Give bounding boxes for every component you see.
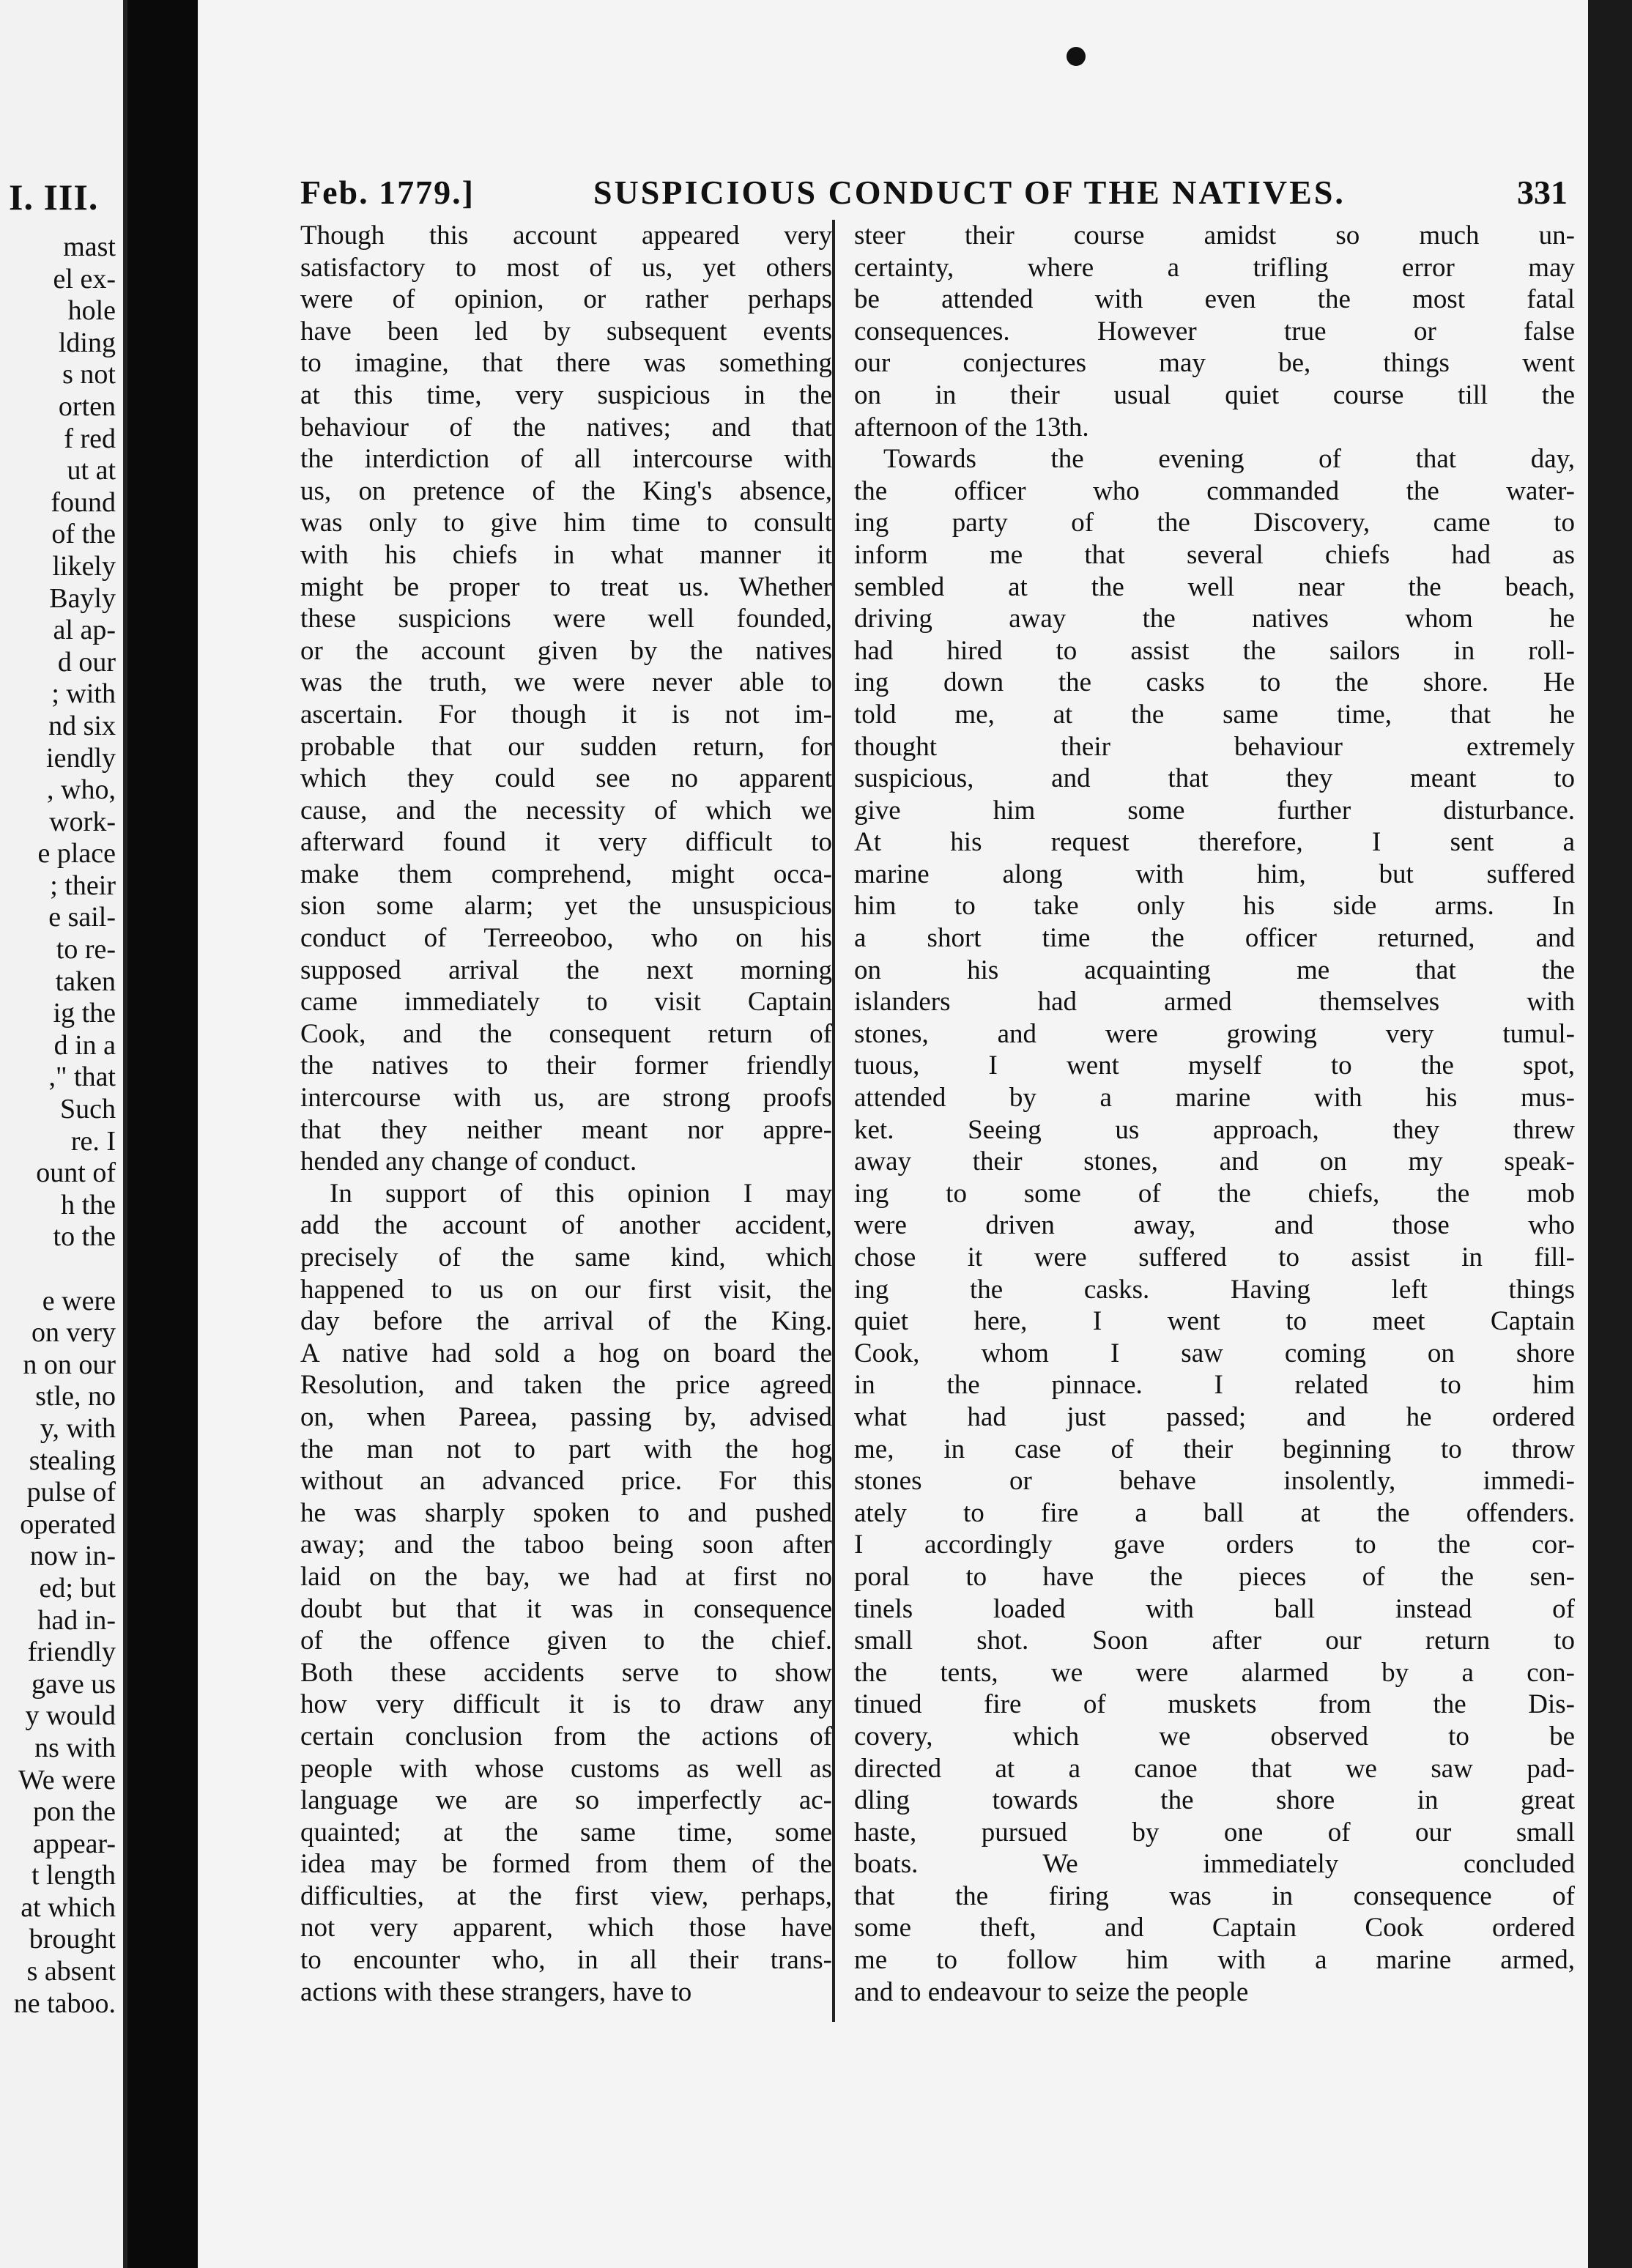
left-page-line: n on our <box>23 1349 116 1380</box>
text-line: the officer who commanded the water- <box>854 475 1575 506</box>
left-page-line: had in- <box>37 1604 116 1636</box>
text-column-left <box>300 220 832 2008</box>
left-page-line: re. I <box>70 1125 116 1157</box>
text-line: behaviour of the natives; and that <box>300 412 832 442</box>
text-line: language we are so imperfectly ac- <box>300 1785 832 1816</box>
text-line: told me, at the same time, that he <box>854 699 1575 730</box>
text-line: with his chiefs in what manner it <box>300 539 832 570</box>
left-page-fragment <box>0 0 127 2268</box>
page-edge <box>1588 0 1632 2268</box>
text-line: or the account given by the natives <box>300 635 832 666</box>
text-line: difficulties, at the first view, perhaps, <box>300 1880 832 1911</box>
left-page-line: to re- <box>56 934 116 966</box>
left-page-line: t length <box>31 1860 116 1891</box>
text-line: the interdiction of all intercourse with <box>300 444 832 475</box>
left-page-line: operated <box>20 1508 116 1540</box>
text-line: Cook, and the consequent return of <box>300 1018 832 1049</box>
text-line: on his acquainting me that the <box>854 955 1575 985</box>
text-line: Both these accidents serve to show <box>300 1657 832 1688</box>
left-page-line: , who, <box>47 774 116 806</box>
text-line: supposed arrival the next morning <box>300 955 832 985</box>
text-line: how very difficult it is to draw any <box>300 1689 832 1720</box>
text-line: Resolution, and taken the price agreed <box>300 1370 832 1401</box>
left-page-line: s not <box>62 359 116 390</box>
text-line: certainty, where a trifling error may <box>854 252 1575 283</box>
text-line: tinued fire of muskets from the Dis- <box>854 1689 1575 1720</box>
text-line: I accordingly gave orders to the cor- <box>854 1530 1575 1560</box>
text-line: in the pinnace. I related to him <box>854 1370 1575 1401</box>
left-page-line: ig the <box>53 998 116 1029</box>
text-line: people with whose customs as well as <box>300 1753 832 1784</box>
left-page-line: now in- <box>29 1541 116 1572</box>
text-line: what had just passed; and he ordered <box>854 1401 1575 1432</box>
left-page-line: nd six <box>48 710 116 741</box>
text-line: me to follow him with a marine armed, <box>854 1945 1575 1976</box>
left-page-line: e were <box>42 1285 116 1316</box>
text-line: directed at a canoe that we saw pad- <box>854 1753 1575 1784</box>
text-line: marine along with him, but suffered <box>854 859 1575 889</box>
left-page-line: to the <box>53 1221 116 1253</box>
left-page-line <box>0 1253 116 1286</box>
left-page-line: brought <box>29 1924 116 1955</box>
text-line: Towards the evening of that day, <box>883 444 1575 475</box>
text-line: quainted; at the same time, some <box>300 1817 832 1848</box>
left-page-line: h the <box>61 1189 116 1220</box>
text-line: which they could see no apparent <box>300 763 832 794</box>
text-line: satisfactory to most of us, yet others <box>300 252 832 283</box>
text-line: might be proper to treat us. Whether <box>300 571 832 602</box>
text-line: the natives to their former friendly <box>300 1050 832 1081</box>
text-line: away; and the taboo being soon after <box>300 1530 832 1560</box>
text-line: on, when Pareea, passing by, advised <box>300 1401 832 1432</box>
text-line: make them comprehend, might occa- <box>300 859 832 889</box>
left-page-line: ; with <box>51 678 116 710</box>
running-head <box>300 173 1568 217</box>
text-line: happened to us on our first visit, the <box>300 1274 832 1305</box>
left-page-line: f red <box>64 423 116 454</box>
text-line: covery, which we observed to be <box>854 1721 1575 1752</box>
text-line: was only to give him time to consult <box>300 508 832 538</box>
text-line: he was sharply spoken to and pushed <box>300 1497 832 1528</box>
text-line: me, in case of their beginning to throw <box>854 1434 1575 1464</box>
left-page-line: e sail- <box>48 902 116 933</box>
text-line: were of opinion, or rather perhaps <box>300 284 832 315</box>
text-line: without an advanced price. For this <box>300 1466 832 1497</box>
text-line: boats. We immediately concluded <box>854 1849 1575 1880</box>
text-line: had hired to assist the sailors in roll- <box>854 635 1575 666</box>
left-page-line: Bayly <box>49 582 116 614</box>
left-page-line: found <box>51 486 116 518</box>
text-line: A native had sold a hog on board the <box>300 1338 832 1368</box>
text-line: small shot. Soon after our return to <box>854 1626 1575 1656</box>
text-line: Though this account appeared very <box>300 220 832 251</box>
left-page-line: pulse of <box>26 1477 116 1508</box>
left-page-line: ns with <box>34 1732 116 1763</box>
text-line: ing to some of the chiefs, the mob <box>854 1178 1575 1209</box>
left-page-line: d in a <box>53 1029 116 1061</box>
text-line: laid on the bay, we had at first no <box>300 1561 832 1592</box>
left-page-line: Such <box>60 1094 116 1125</box>
text-line: intercourse with us, are strong proofs <box>300 1083 832 1113</box>
text-line: him to take only his side arms. In <box>854 891 1575 922</box>
text-line: at this time, very suspicious in the <box>300 379 832 410</box>
header-title: SUSPICIOUS CONDUCT OF THE NATIVES. <box>593 174 1346 211</box>
text-line: and to endeavour to seize the people <box>854 1976 1249 2007</box>
page-number: 331 <box>1517 174 1568 211</box>
column-rule <box>832 220 835 2022</box>
text-line: our conjectures may be, things went <box>854 348 1575 379</box>
text-line: tuous, I went myself to the spot, <box>854 1050 1575 1081</box>
left-page-line: ne taboo. <box>13 1987 116 2019</box>
text-line: cause, and the necessity of which we <box>300 795 832 826</box>
left-page-line: orten <box>58 390 116 422</box>
text-line: to imagine, that there was something <box>300 348 832 379</box>
text-line: was the truth, we were never able to <box>300 667 832 698</box>
text-line: stones, and were growing very tumul- <box>854 1018 1575 1049</box>
text-line: inform me that several chiefs had as <box>854 539 1575 570</box>
text-line: add the account of another accident, <box>300 1210 832 1241</box>
left-page-line: ; their <box>50 870 116 901</box>
text-line: ascertain. For though it is not im- <box>300 699 832 730</box>
text-line: quiet here, I went to meet Captain <box>854 1306 1575 1337</box>
text-line: doubt but that it was in consequence <box>300 1593 832 1624</box>
text-line: ing the casks. Having left things <box>854 1274 1575 1305</box>
text-line: afterward found it very difficult to <box>300 827 832 858</box>
text-line: haste, pursued by one of our small <box>854 1817 1575 1848</box>
left-page-line: d our <box>57 646 116 678</box>
left-page-line: hole <box>67 295 116 327</box>
left-page-line: ," that <box>48 1061 116 1093</box>
text-line: attended by a marine with his mus- <box>854 1083 1575 1113</box>
text-line: idea may be formed from them of the <box>300 1849 832 1880</box>
text-line: have been led by subsequent events <box>300 316 832 346</box>
left-page-line: iendly <box>46 742 116 774</box>
book-gutter <box>127 0 198 2268</box>
left-page-line: likely <box>52 550 116 582</box>
ink-dot <box>1067 47 1086 66</box>
text-line: steer their course amidst so much un- <box>854 220 1575 251</box>
left-page-line: at which <box>21 1891 116 1923</box>
left-page-line: stealing <box>29 1445 116 1476</box>
text-column-right <box>854 220 1575 2008</box>
text-line: be attended with even the most fatal <box>854 284 1575 315</box>
text-line: suspicious, and that they meant to <box>854 763 1575 794</box>
text-line: chose it were suffered to assist in fill- <box>854 1242 1575 1272</box>
left-page-line: al ap- <box>53 615 116 646</box>
left-page-line: on very <box>31 1317 116 1349</box>
text-line: give him some further disturbance. <box>854 795 1575 826</box>
text-line: the tents, we were alarmed by a con- <box>854 1657 1575 1688</box>
text-line: Cook, whom I saw coming on shore <box>854 1338 1575 1368</box>
text-line: driving away the natives whom he <box>854 604 1575 634</box>
text-line: thought their behaviour extremely <box>854 731 1575 762</box>
text-line: stones or behave insolently, immedi- <box>854 1466 1575 1497</box>
text-line: dling towards the shore in great <box>854 1785 1575 1816</box>
left-page-line: We were <box>18 1764 116 1796</box>
text-line: hended any change of conduct. <box>300 1146 637 1177</box>
right-page <box>198 0 1588 2268</box>
text-line: came immediately to visit Captain <box>300 987 832 1018</box>
left-page-line: pon the <box>33 1796 116 1828</box>
text-line: some theft, and Captain Cook ordered <box>854 1913 1575 1943</box>
text-line: a short time the officer returned, and <box>854 923 1575 954</box>
left-page-line: el ex- <box>53 263 116 294</box>
text-line: that the firing was in consequence of <box>854 1880 1575 1911</box>
text-line: day before the arrival of the King. <box>300 1306 832 1337</box>
left-page-line: of the <box>51 519 116 550</box>
left-page-text <box>0 231 116 2020</box>
left-page-line: y, with <box>40 1412 116 1444</box>
text-line: probable that our sudden return, for <box>300 731 832 762</box>
left-page-line: ed; but <box>39 1572 116 1604</box>
left-page-line: friendly <box>27 1637 116 1668</box>
text-line: In support of this opinion I may <box>330 1178 832 1209</box>
text-line: us, on pretence of the King's absence, <box>300 475 832 506</box>
text-line: sembled at the well near the beach, <box>854 571 1575 602</box>
text-line: that they neither meant nor appre- <box>300 1114 832 1145</box>
left-page-line: ount of <box>36 1157 116 1189</box>
left-page-line: ut at <box>67 455 116 486</box>
text-line: certain conclusion from the actions of <box>300 1721 832 1752</box>
text-line: islanders had armed themselves with <box>854 987 1575 1018</box>
left-page-line: gave us <box>31 1668 116 1700</box>
text-line: sion some alarm; yet the unsuspicious <box>300 891 832 922</box>
left-page-line: e place <box>37 838 116 870</box>
left-page-line: lding <box>58 327 116 358</box>
text-line: ately to fire a ball at the offenders. <box>854 1497 1575 1528</box>
text-line: precisely of the same kind, which <box>300 1242 832 1272</box>
text-line: on in their usual quiet course till the <box>854 379 1575 410</box>
text-line: these suspicions were well founded, <box>300 604 832 634</box>
text-line: away their stones, and on my speak- <box>854 1146 1575 1177</box>
header-date: Feb. 1779.] <box>300 174 475 211</box>
text-line: not very apparent, which those have <box>300 1913 832 1943</box>
left-page-line: appear- <box>32 1828 116 1859</box>
text-line: conduct of Terreeoboo, who on his <box>300 923 832 954</box>
text-line: poral to have the pieces of the sen- <box>854 1561 1575 1592</box>
text-line: actions with these strangers, have to <box>300 1976 692 2007</box>
left-page-line: y would <box>25 1700 116 1732</box>
text-line: ket. Seeing us approach, they threw <box>854 1114 1575 1145</box>
left-page-line: work- <box>49 806 116 837</box>
text-line: consequences. However true or false <box>854 316 1575 346</box>
text-line: ing down the casks to the shore. He <box>854 667 1575 698</box>
text-line: ing party of the Discovery, came to <box>854 508 1575 538</box>
left-page-line: s absent <box>26 1956 116 1987</box>
text-line: afternoon of the 13th. <box>854 412 1089 442</box>
left-page-header: I. III. <box>9 177 99 218</box>
text-line: to encounter who, in all their trans- <box>300 1945 832 1976</box>
text-line: the man not to part with the hog <box>300 1434 832 1464</box>
text-line: were driven away, and those who <box>854 1210 1575 1241</box>
left-page-line: mast <box>63 231 116 262</box>
text-line: At his request therefore, I sent a <box>854 827 1575 858</box>
left-page-line: taken <box>55 966 116 997</box>
left-page-line: stle, no <box>35 1381 116 1412</box>
text-line: tinels loaded with ball instead of <box>854 1593 1575 1624</box>
text-line: of the offence given to the chief. <box>300 1626 832 1656</box>
